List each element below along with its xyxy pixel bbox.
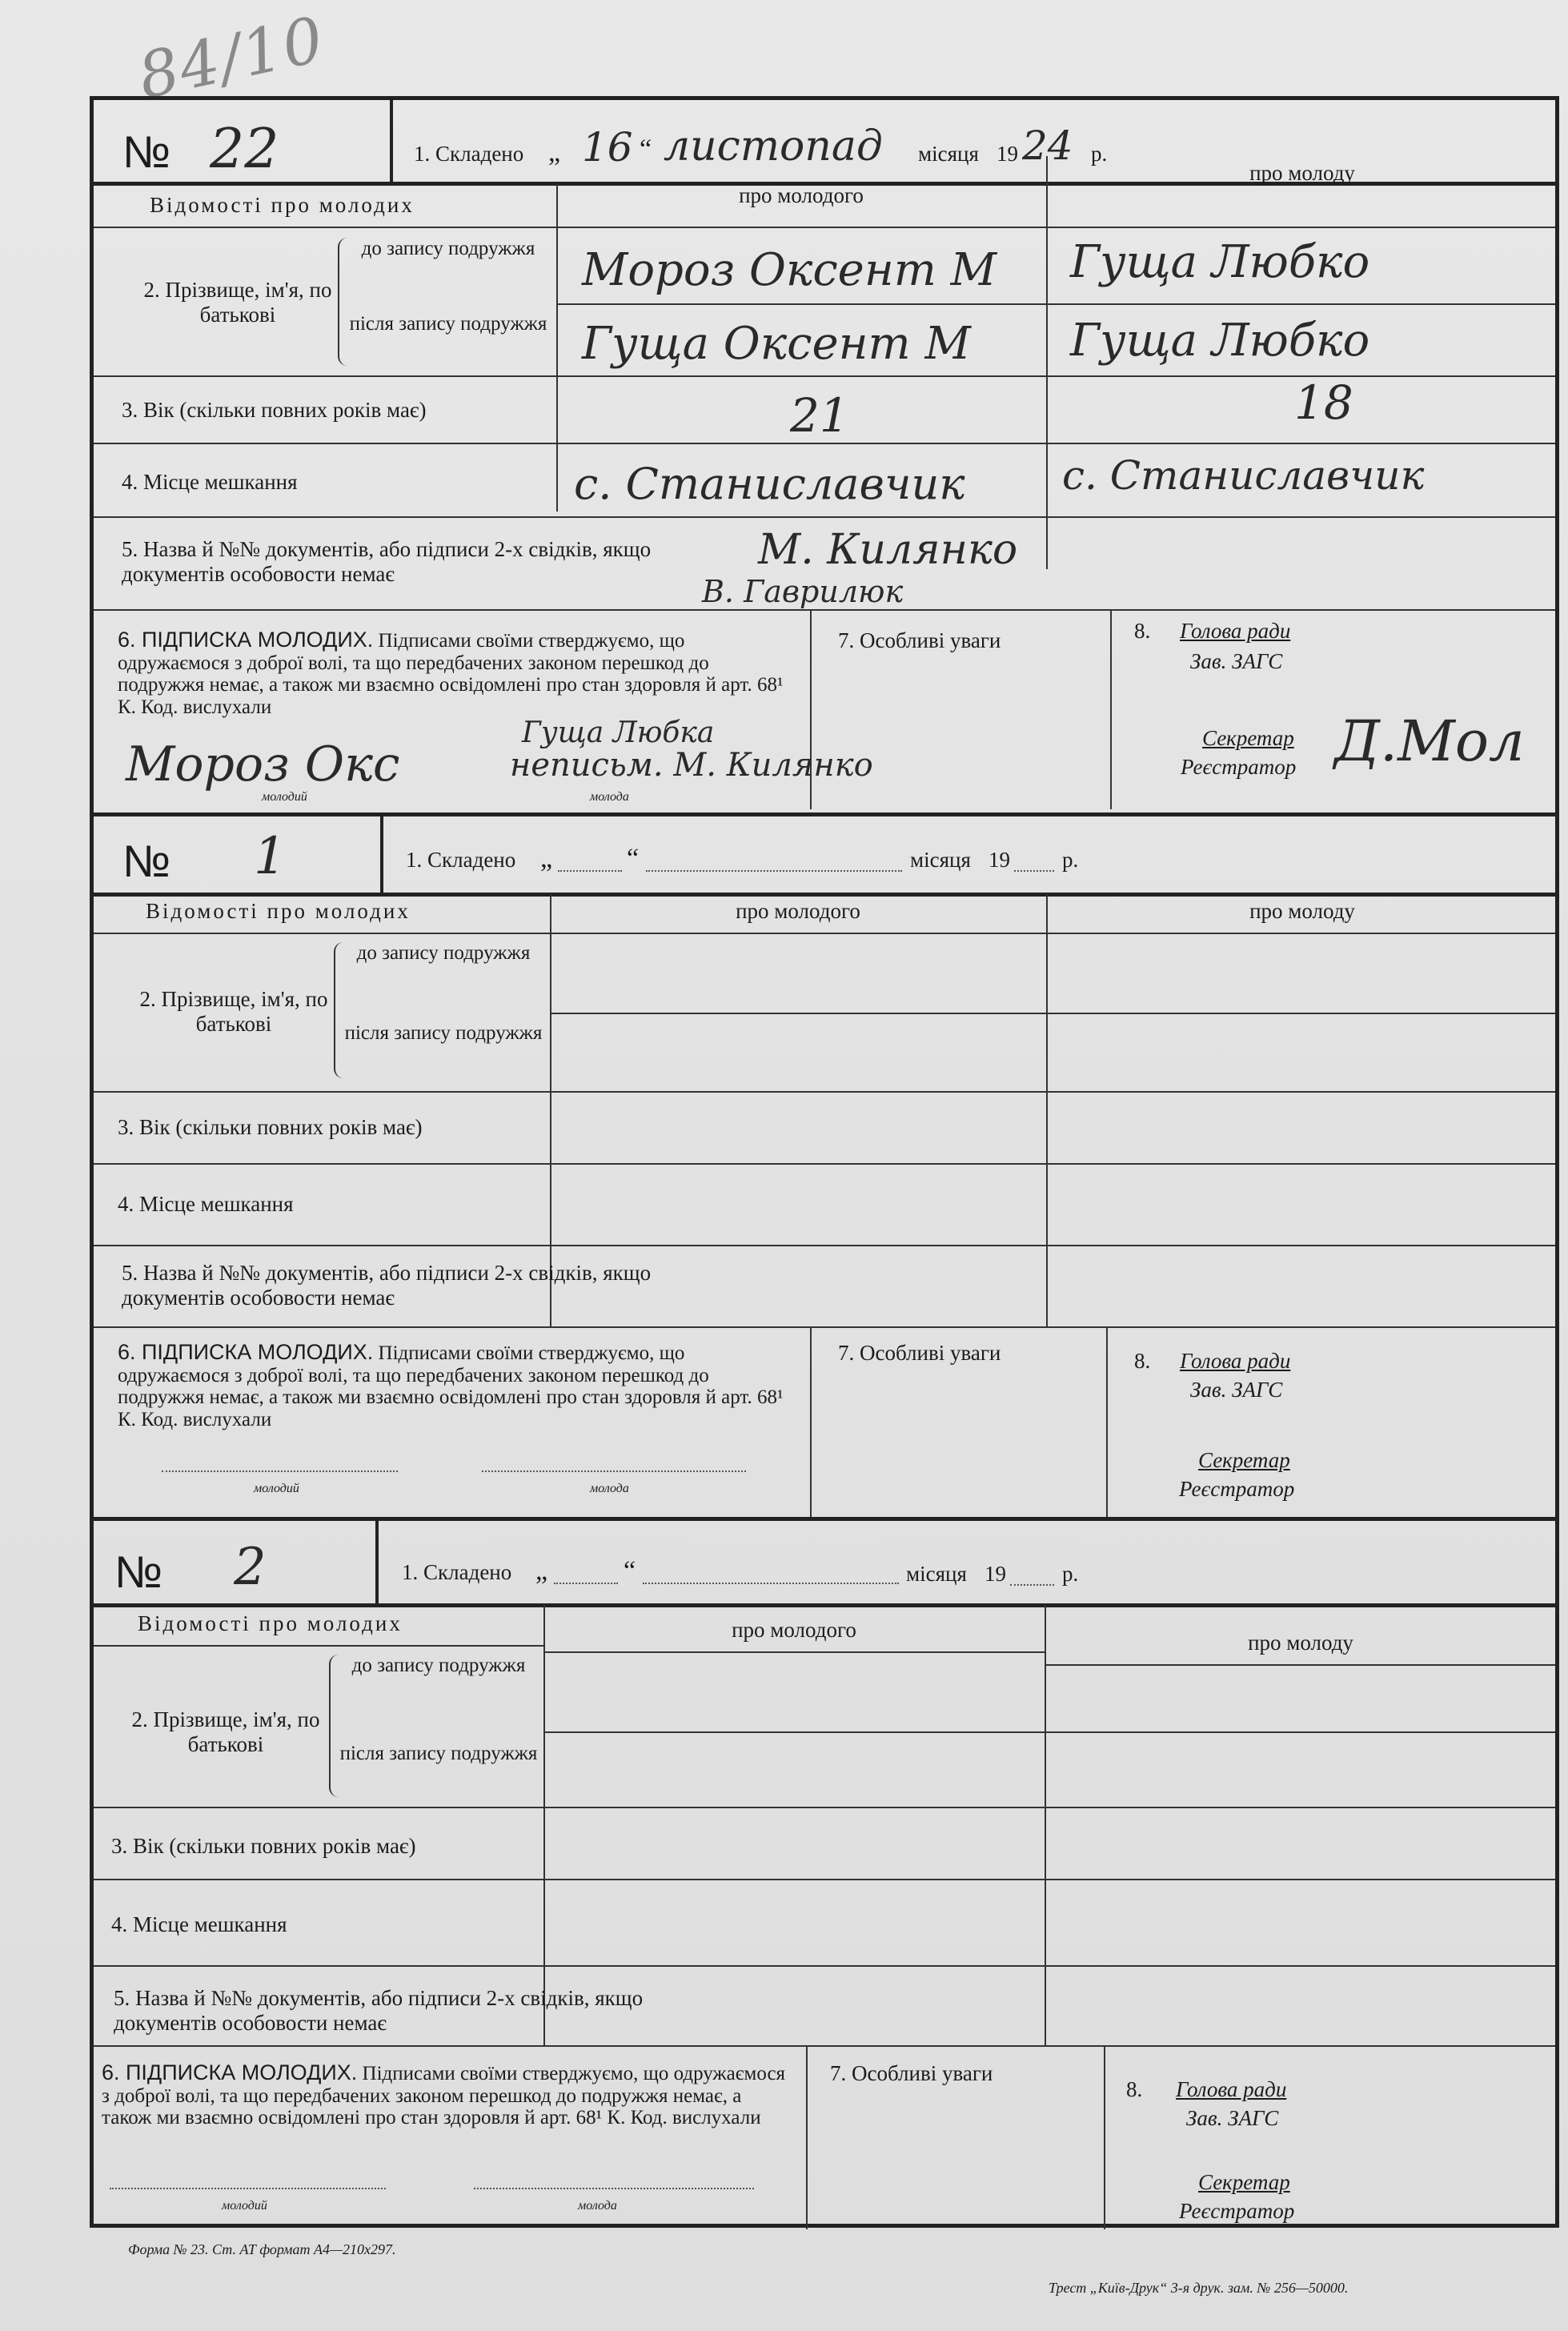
registrar: Реєстратор [1179,1477,1295,1501]
year-suffix: р. [1062,848,1079,872]
record-22: № 22 1. Складено „ 16 “ листопад місяця 19 24 р. Відомості про молодих про молодого про молоду 2. Прізвище, ім'я, по батькові до запису подружжя після запису подружжя Мороз Оксент М Гуща Любко Гуща Оксент М Гуща Любко 3. Вік (скільки повних років має) 21 18 4. Місце мешкання с. Станиславчик с. Станиславчик 5. Назва й №№ документів, або підписи 2-х свідків, якщо документів особовости немає М. Килянко В. Гаврилюк 6. ПІДПИСКА МОЛОДИХ. Підписами своїми стверджуємо, що одружаємося з доброї волі, та що передбачених законом перешкод до подружжя немає, а також ми взаємно освідомлені про стан здоровля й арт. 68¹ К. Код. вислухали Мороз Окс Гуща Любка неписьм. М. Килянко молодий молода 7. Особливі уваги 8. Голова ради Зав. ЗАГС Секретар Реєстратор Д.Мол [94,100,1555,812]
row3-label: 3. Вік (скільки повних років має) [122,398,427,422]
about-bride: про молоду [1249,899,1355,923]
bride-residence: с. Станиславчик [1062,452,1425,499]
row8-num: 8. [1134,619,1151,643]
before-marriage: до запису подружжя [356,942,531,964]
before-marriage: до запису подружжя [351,1655,526,1676]
year-suffix: р. [1062,1562,1079,1586]
record-1: № 1 1. Складено „ “ місяця 19 р. Відомості про молодих про молодого про молоду 2. Прізвище, ім'я, по батькові до запису подружжя після запису подружжя 3. Вік (скільки повних років має) 4. Місце мешкання 5. Назва й №№ документів, або підписи 2-х свідків, якщо документів особовости немає 6. ПІДПИСКА МОЛОДИХ. Підписами своїми стверджуємо, що одружаємося з доброї волі, та що передбачених законом перешкод до подружжя немає, а також ми взаємно освідомлені про стан здоровля й арт. 68¹ К. Код. вислухали молодий молода 7. Особливі уваги 8. Голова ради Зав. ЗАГС Секретар Реєстратор [94,812,1555,1517]
after-marriage: після запису подружжя [339,1743,538,1764]
month-label: місяця [906,1562,967,1586]
record-number: 2 [234,1538,267,1597]
about-bride: про молоду [1249,161,1355,185]
groom-after: Гуща Оксент М [582,318,971,370]
about-bride: про молоду [1248,1631,1353,1655]
year-suffix: р. [1091,142,1108,166]
row2-label: 2. Прізвище, ім'я, по батькові [131,1707,320,1757]
row7-label: 7. Особливі уваги [838,628,1001,652]
row6-title: 6. ПІДПИСКА МОЛОДИХ. [118,1340,374,1364]
row2-label: 2. Прізвище, ім'я, по батькові [139,987,328,1037]
year-prefix: 19 [997,142,1018,166]
groom-caption: молодий [254,1482,299,1495]
section-title: Відомості про молодих [146,899,411,923]
secretary: Секретар [1202,726,1294,750]
bride-caption: молода [578,2199,617,2213]
row4-label: 4. Місце мешкання [122,470,298,494]
form-footer-left: Форма № 23. Ст. АТ формат А4—210х297. [128,2241,396,2257]
row5-label: 5. Назва й №№ документів, або підписи 2-х свідків, якщо документів особовости немає [122,537,652,587]
composed-day: 16 [582,124,633,171]
head-zags: Зав. ЗАГС [1186,2106,1279,2130]
section-title: Відомості про молодих [138,1611,403,1635]
bride-caption: молода [590,1482,629,1495]
head-council: Голова ради [1180,619,1291,643]
record-number-symbol: № [114,1547,163,1597]
composed-month: листопад [664,122,883,171]
row5-label: 5. Назва й №№ документів, або підписи 2-х свідків, якщо документів особовости немає [122,1261,652,1310]
composed-label: 1. Складено [402,1560,512,1584]
record-2: № 2 1. Складено „ “ місяця 19 р. Відомості про молодих про молодого про молоду 2. Прізвище, ім'я, по батькові до запису подружжя після запису подружжя 3. Вік (скільки повних років має) 4. Місце мешкання 5. Назва й №№ документів, або підписи 2-х свідків, якщо документів особовости немає 6. ПІДПИСКА МОЛОДИХ. Підписами своїми стверджуємо, що одружаємося з доброї волі, та що передбачених законом перешкод до подружжя немає, а також ми взаємно освідомлені про стан здоровля й арт. 68¹ К. Код. вислухали молодий молода 7. Особливі уваги 8. Голова ради Зав. ЗАГС Секретар Реєстратор [94,1517,1555,2229]
month-label: місяця [910,848,971,872]
year-prefix: 19 [985,1562,1006,1586]
row8-num: 8. [1126,2077,1143,2101]
bride-caption: молода [590,790,629,804]
bride-signature-note: неписьм. М. Килянко [510,747,873,784]
bride-signature: Гуща Любка [522,716,715,749]
record-number-symbol: № [122,126,171,177]
after-marriage: після запису подружжя [344,1022,543,1044]
row6-title: 6. ПІДПИСКА МОЛОДИХ. [118,628,374,652]
row6-text: Підписами своїми стверджуємо, що одружаємося з доброї волі, та що передбачених законом перешкод до подружжя немає, а також ми взаємно освідомлені про стан здоровля й арт. 68¹ К. Код. вислухали [118,630,784,718]
head-zags: Зав. ЗАГС [1190,1378,1283,1402]
witness-2: В. Гаврилюк [702,574,904,609]
head-council: Голова ради [1176,2077,1287,2101]
composed-label: 1. Складено [406,848,516,872]
register-frame [90,96,1559,2228]
row3-label: 3. Вік (скільки повних років має) [111,1834,416,1858]
registrar: Реєстратор [1179,2199,1295,2223]
row7-label: 7. Особливі уваги [830,2061,993,2085]
head-zags: Зав. ЗАГС [1190,649,1283,673]
groom-before: Мороз Оксент М [582,244,997,296]
groom-residence: с. Станиславчик [574,459,965,509]
month-label: місяця [918,142,979,166]
about-groom: про молодого [736,899,860,923]
secretary: Секретар [1198,1448,1290,1472]
groom-caption: молодий [262,790,307,804]
form-footer-right: Трест „Київ-Друк“ 3-я друк. зам. № 256—50000. [1049,2280,1349,2296]
row4-label: 4. Місце мешкання [111,1912,287,1936]
before-marriage: до запису подружжя [361,238,535,259]
head-council: Голова ради [1180,1349,1291,1373]
row4-label: 4. Місце мешкання [118,1192,294,1216]
row6-text: Підписами своїми стверджуємо, що одружаємося з доброї волі, та що передбачених законом перешкод до подружжя немає, а також ми взаємно освідомлені про стан здоровля й арт. 68¹ К. Код. вислухали [118,1342,784,1430]
bride-before: Гуща Любко [1070,236,1370,288]
registrar-signature: Д.Мол [1334,708,1525,774]
about-groom: про молодого [732,1618,856,1642]
record-number-symbol: № [122,836,171,886]
groom-caption: молодий [222,2199,267,2213]
row2-label: 2. Прізвище, ім'я, по батькові [143,278,332,327]
row5-label: 5. Назва й №№ документів, або підписи 2-х свідків, якщо документів особовости немає [114,1986,644,2036]
groom-signature: Мороз Окс [126,736,400,792]
row6-text: Підписами своїми стверджуємо, що одружаємося з доброї волі, та що передбачених законом перешкод до подружжя немає, а також ми взаємно освідомлені про стан здоровля й арт. 68¹ К. Код. вислухали [102,2063,786,2129]
secretary: Секретар [1198,2170,1290,2194]
section-title: Відомості про молодих [150,193,415,217]
row7-label: 7. Особливі уваги [838,1341,1001,1365]
archive-note: 84/10 [132,3,331,114]
after-marriage: після запису подружжя [349,313,547,335]
composed-year: 24 [1022,122,1073,169]
row3-label: 3. Вік (скільки повних років має) [118,1115,423,1139]
row8-num: 8. [1134,1349,1151,1373]
record-number: 22 [210,118,279,181]
bride-after: Гуща Любко [1070,315,1370,367]
bride-age: 18 [1294,375,1353,430]
about-groom: про молодого [739,183,864,207]
row6-title: 6. ПІДПИСКА МОЛОДИХ. [102,2060,358,2084]
witness-1: М. Килянко [758,526,1018,574]
record-number: 1 [254,827,287,886]
year-prefix: 19 [989,848,1010,872]
composed-label: 1. Складено [414,142,524,166]
groom-age: 21 [790,388,849,443]
registrar: Реєстратор [1181,755,1297,779]
